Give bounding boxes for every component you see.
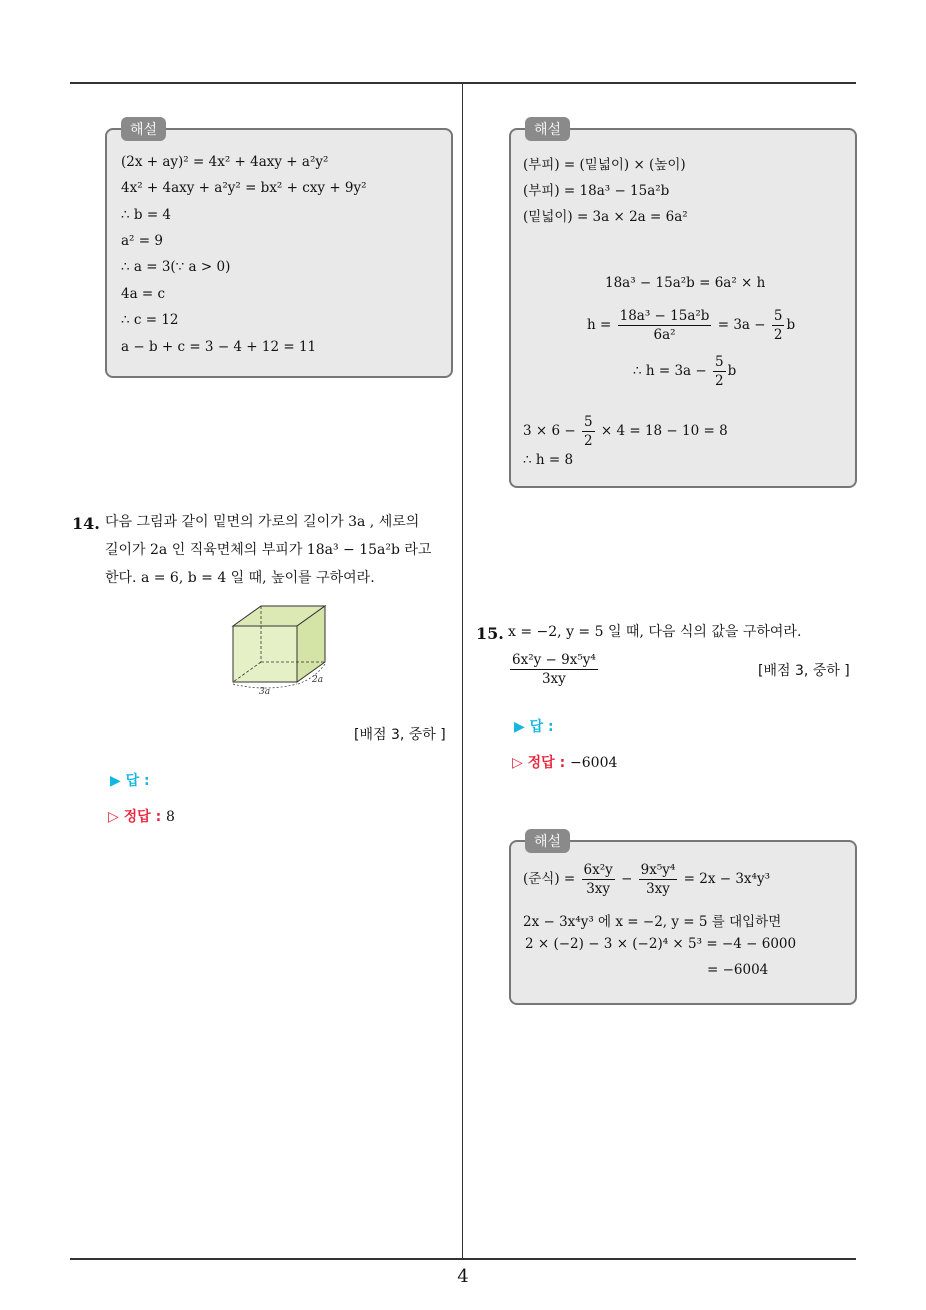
bottom-rule: [70, 1258, 856, 1260]
page-number: 4: [457, 1266, 469, 1287]
solution-line: 4x² + 4axy + a²y² = bx² + cxy + 9y²: [121, 180, 367, 196]
correct-value: −6004: [570, 755, 618, 771]
answer-label: ▶ 답 :: [110, 773, 150, 789]
solution-equation: (준식) = $\frac{\text{6x²y}}{3xy}$ − $\frac{\text{9x⁵y⁴}}{3xy}$ = 2x − 3x⁴y³: [523, 862, 770, 898]
solution-line: (부피) = 18a³ − 15a²b: [523, 183, 670, 199]
solution-line: ∴ b = 4: [121, 207, 172, 223]
solution-box-2: [509, 122, 857, 488]
solution-line: = −6004: [707, 962, 769, 978]
solution-line: (밑넓이) = 3a × 2a = 6a²: [523, 209, 688, 225]
score-label: [배점 3, 중하 ]: [758, 663, 850, 679]
solution-line: 2 × (−2) − 3 × (−2)⁴ × 5³ = −4 − 6000: [525, 936, 797, 952]
solution-equation: 18a³ − 15a²b = 6a² × h: [605, 275, 766, 291]
score-label: [배점 3, 중하 ]: [354, 727, 446, 743]
question-number: 14.: [72, 514, 100, 533]
solution-line: 2x − 3x⁴y³ 에 x = −2, y = 5 를 대입하면: [523, 914, 782, 930]
column-divider: [462, 83, 463, 1258]
question-text: x = −2, y = 5 일 때, 다음 식의 값을 구하여라.: [508, 624, 802, 640]
solution-line: (2x + ay)² = 4x² + 4axy + a²y²: [121, 154, 329, 170]
solution-tag: 해설: [121, 117, 166, 141]
cuboid-figure: [225, 600, 335, 700]
solution-box-3: [509, 834, 857, 1005]
solution-equation: h = $\frac{\text{18a³ − 15a²b}}{\text{6a²}}$ = 3a − $\frac{5}{2}$ b: [587, 308, 796, 344]
question-text: [105, 508, 465, 592]
top-rule: [70, 82, 856, 84]
solution-equation: ∴ h = 3a − $\frac{5}{2}$ b: [633, 354, 737, 390]
question-line: 길이가 2a 인 직육면체의 부피가 18a³ − 15a²b 라고: [105, 542, 432, 558]
correct-label: ▷ 정답 :: [512, 755, 566, 771]
solution-line: ∴ h = 8: [523, 452, 574, 468]
question-number: 15.: [476, 624, 504, 643]
solution-tag: 해설: [525, 117, 570, 141]
correct-label: ▷ 정답 :: [108, 809, 162, 825]
solution-tag: 해설: [525, 829, 570, 853]
question-line: 한다. a = 6, b = 4 일 때, 높이를 구하여라.: [105, 570, 375, 586]
correct-answer: [512, 752, 617, 772]
question-line: 다음 그림과 같이 밑면의 가로의 길이가 3a , 세로의: [105, 514, 420, 530]
solution-box-1: [105, 122, 453, 378]
correct-answer: [108, 806, 175, 826]
solution-line: ∴ c = 12: [121, 312, 179, 328]
solution-line: (부피) = (밑넓이) × (높이): [523, 157, 686, 173]
answer-label: ▶ 답 :: [514, 719, 554, 735]
question-expression: $\frac{\text{6x²y − 9x⁵y⁴}}{3xy}$: [512, 652, 596, 688]
solution-line: a − b + c = 3 − 4 + 12 = 11: [121, 339, 317, 355]
figure-label-width: 3a: [259, 687, 271, 697]
solution-line: a² = 9: [121, 233, 163, 249]
solution-equation: 3 × 6 − $\frac{5}{2}$ × 4 = 18 − 10 = 8: [523, 414, 728, 450]
figure-label-depth: 2a: [312, 675, 324, 685]
solution-line: 4a = c: [121, 286, 166, 302]
correct-value: 8: [166, 809, 175, 825]
solution-line: ∴ a = 3(∵ a > 0): [121, 259, 231, 275]
